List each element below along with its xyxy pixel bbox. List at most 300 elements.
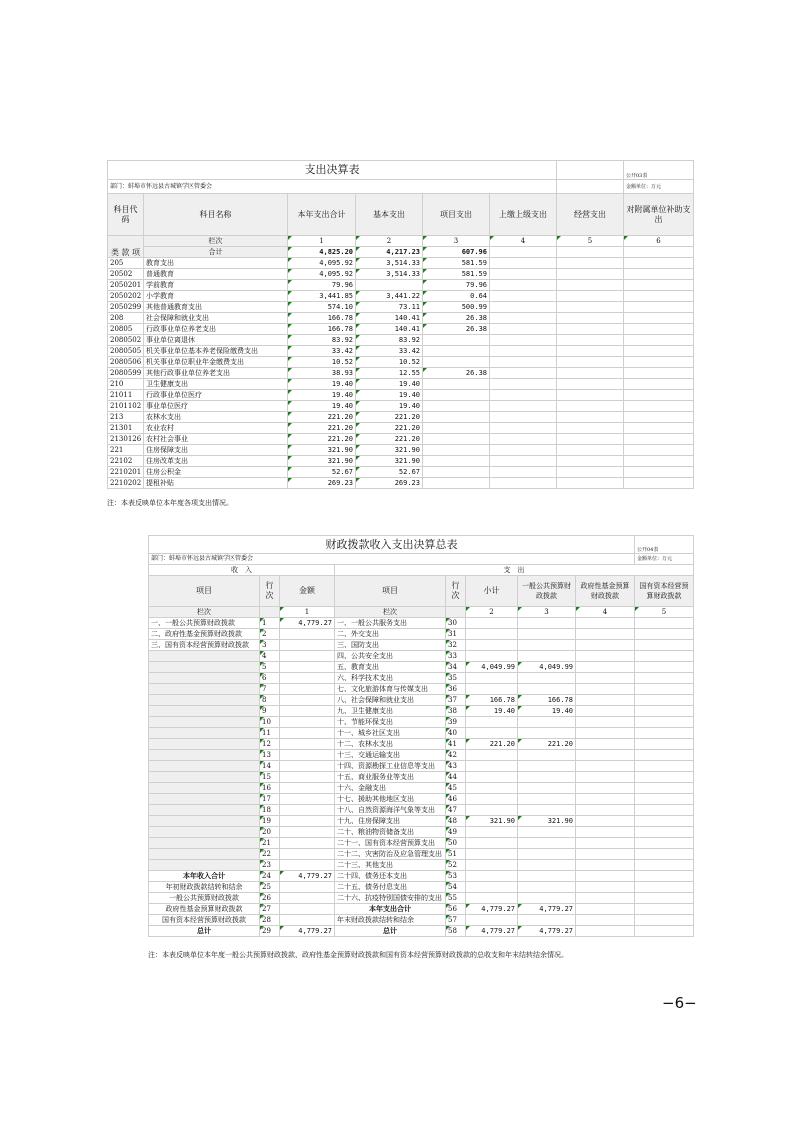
income-amount (280, 849, 335, 860)
gov-fund-cell (576, 673, 635, 684)
expense-line-no: 39 (446, 717, 466, 728)
state-capital-cell (635, 618, 694, 629)
expense-line-no: 55 (446, 893, 466, 904)
state-capital-cell (635, 761, 694, 772)
project-expenditure-cell (423, 346, 490, 357)
project-expenditure-cell (423, 390, 490, 401)
income-item: 总计 (149, 926, 260, 937)
remit-superior-cell (490, 313, 557, 324)
expense-line-no: 40 (446, 728, 466, 739)
income-item (149, 684, 260, 695)
income-section-label: 收 入 (149, 565, 335, 576)
table-row (149, 706, 694, 717)
expense-item: 十、节能环保支出 (335, 717, 446, 728)
total-expenditure-cell: 321.90 (288, 456, 356, 467)
operating-cell (557, 434, 624, 445)
subtotal-cell: 4,779.27 (466, 904, 518, 915)
subtotal-cell (466, 640, 518, 651)
total-expenditure-cell: 221.20 (288, 412, 356, 423)
total-value: 4,217.23 (356, 247, 423, 258)
subsidiary-cell (624, 401, 694, 412)
subject-code: 208 (108, 313, 144, 324)
subject-name: 事业单位医疗 (144, 401, 288, 412)
income-amount (280, 860, 335, 871)
income-line-no: 16 (260, 783, 280, 794)
table-row (108, 390, 694, 401)
income-item: 本年收入合计 (149, 871, 260, 882)
column-index: 1 (280, 607, 335, 618)
basic-expenditure-cell: 19.40 (356, 401, 423, 412)
income-item (149, 794, 260, 805)
total-expenditure-cell: 574.10 (288, 302, 356, 313)
remit-superior-cell (490, 401, 557, 412)
income-line-no: 24 (260, 871, 280, 882)
project-expenditure-cell: 581.59 (423, 269, 490, 280)
subtotal-cell (466, 915, 518, 926)
basic-expenditure-cell: 269.23 (356, 478, 423, 489)
subsidiary-cell (624, 357, 694, 368)
column-index: 4 (490, 236, 557, 247)
table-row (108, 302, 694, 313)
state-capital-cell (635, 717, 694, 728)
expense-item: 年末财政拨款结转和结余 (335, 915, 446, 926)
table-row (108, 401, 694, 412)
state-capital-cell (635, 684, 694, 695)
project-expenditure-cell (423, 401, 490, 412)
subject-code: 21011 (108, 390, 144, 401)
state-capital-cell (635, 871, 694, 882)
state-capital-cell (635, 926, 694, 937)
income-item (149, 805, 260, 816)
remit-superior-cell (490, 302, 557, 313)
subsidiary-cell (624, 390, 694, 401)
project-expenditure-cell: 0.64 (423, 291, 490, 302)
project-expenditure-cell (423, 423, 490, 434)
operating-cell (557, 445, 624, 456)
subtotal-cell (466, 827, 518, 838)
subject-name: 其他普通教育支出 (144, 302, 288, 313)
total-row (108, 247, 694, 258)
expense-item: 四、公共安全支出 (335, 651, 446, 662)
remit-superior-cell (490, 379, 557, 390)
operating-cell (557, 456, 624, 467)
subtotal-cell (466, 805, 518, 816)
income-item: 一般公共预算财政拨款 (149, 893, 260, 904)
total-expenditure-cell: 19.40 (288, 379, 356, 390)
subject-name: 学前教育 (144, 280, 288, 291)
table-row (149, 673, 694, 684)
expense-item: 五、教育支出 (335, 662, 446, 673)
header-subsidiary: 对附属单位补助支出 (624, 194, 694, 236)
table-row (149, 827, 694, 838)
table-row (108, 291, 694, 302)
table-row (149, 904, 694, 915)
table-row (149, 860, 694, 871)
subsidiary-cell (624, 467, 694, 478)
total-expenditure-cell: 269.23 (288, 478, 356, 489)
operating-cell (557, 291, 624, 302)
expense-item: 二十一、国有资本经营预算支出 (335, 838, 446, 849)
column-index: 3 (423, 236, 490, 247)
form-code: 公开04表 (635, 536, 694, 554)
expense-item: 二十四、债务还本支出 (335, 871, 446, 882)
income-amount (280, 629, 335, 640)
basic-expenditure-cell: 321.90 (356, 456, 423, 467)
operating-cell (557, 269, 624, 280)
subtotal-cell (466, 849, 518, 860)
unit-label: 金额单位：万元 (635, 554, 694, 565)
state-capital-cell (635, 750, 694, 761)
remit-superior-cell (490, 280, 557, 291)
table-row (108, 324, 694, 335)
basic-expenditure-cell: 19.40 (356, 379, 423, 390)
fiscal-appropriation-summary-table (148, 535, 694, 937)
basic-expenditure-cell: 83.92 (356, 335, 423, 346)
table-row (149, 618, 694, 629)
general-budget-cell: 4,049.99 (518, 662, 576, 673)
state-capital-cell (635, 739, 694, 750)
general-budget-cell (518, 640, 576, 651)
basic-expenditure-cell: 73.11 (356, 302, 423, 313)
subtotal-cell: 166.78 (466, 695, 518, 706)
table-row (149, 717, 694, 728)
income-item (149, 783, 260, 794)
table-row (108, 456, 694, 467)
basic-expenditure-cell: 221.20 (356, 412, 423, 423)
column-index: 2 (356, 236, 423, 247)
expense-line-no: 44 (446, 772, 466, 783)
income-line-no: 2 (260, 629, 280, 640)
income-item: 国有资本经营预算财政拨款 (149, 915, 260, 926)
gov-fund-cell (576, 684, 635, 695)
expense-item: 十二、农林水支出 (335, 739, 446, 750)
table-row (149, 662, 694, 673)
income-line-no: 21 (260, 838, 280, 849)
operating-cell (557, 258, 624, 269)
income-amount (280, 695, 335, 706)
expense-item: 一、一般公共服务支出 (335, 618, 446, 629)
income-amount (280, 893, 335, 904)
subsidiary-cell (624, 324, 694, 335)
income-line-no: 17 (260, 794, 280, 805)
expense-line-no: 53 (446, 871, 466, 882)
general-budget-cell (518, 915, 576, 926)
remit-superior-cell (490, 346, 557, 357)
remit-superior-cell (490, 390, 557, 401)
operating-cell (557, 423, 624, 434)
total-expenditure-cell: 33.42 (288, 346, 356, 357)
expense-line-no: 38 (446, 706, 466, 717)
total-expenditure-cell: 38.93 (288, 368, 356, 379)
income-amount: 4,779.27 (280, 618, 335, 629)
income-amount (280, 772, 335, 783)
general-budget-cell (518, 629, 576, 640)
operating-cell (557, 401, 624, 412)
subsidiary-cell (624, 478, 694, 489)
expense-item: 二十二、灾害防治及应急管理支出 (335, 849, 446, 860)
income-line-no: 26 (260, 893, 280, 904)
expense-line-no: 45 (446, 783, 466, 794)
subject-code: 20502 (108, 269, 144, 280)
project-expenditure-cell: 26.38 (423, 313, 490, 324)
income-amount (280, 915, 335, 926)
subject-name: 农业农村 (144, 423, 288, 434)
expense-item: 十四、资源勘探工业信息等支出 (335, 761, 446, 772)
general-budget-cell (518, 761, 576, 772)
general-budget-cell (518, 794, 576, 805)
table-row (149, 728, 694, 739)
income-item (149, 706, 260, 717)
header-general-budget: 一般公共预算财政拨款 (518, 576, 576, 607)
income-amount (280, 706, 335, 717)
income-amount (280, 794, 335, 805)
table-note: 注：本表反映单位本年度一般公共预算财政拨款、政府性基金预算财政拨款和国有资本经营预算财政拨款的总收支和年末结转结余情况。 (148, 951, 568, 959)
income-item: 二、政府性基金预算财政拨款 (149, 629, 260, 640)
header-state-capital: 国有资本经营预算财政拨款 (635, 576, 694, 607)
project-expenditure-cell: 79.96 (423, 280, 490, 291)
page-number: −6− (662, 994, 697, 1012)
project-expenditure-cell (423, 467, 490, 478)
gov-fund-cell (576, 860, 635, 871)
subject-code: 20805 (108, 324, 144, 335)
expense-line-no: 36 (446, 684, 466, 695)
expense-item: 二、外交支出 (335, 629, 446, 640)
expense-line-no: 41 (446, 739, 466, 750)
income-amount: 4,779.27 (280, 926, 335, 937)
remit-superior-cell (490, 368, 557, 379)
basic-expenditure-cell: 12.55 (356, 368, 423, 379)
remit-superior-cell (490, 456, 557, 467)
gov-fund-cell (576, 838, 635, 849)
expense-line-no: 54 (446, 882, 466, 893)
income-line-no: 10 (260, 717, 280, 728)
expense-line-no: 50 (446, 838, 466, 849)
project-expenditure-cell (423, 478, 490, 489)
gov-fund-cell (576, 750, 635, 761)
gov-fund-cell (576, 717, 635, 728)
header-gov-fund: 政府性基金预算财政拨款 (576, 576, 635, 607)
subtotal-cell (466, 860, 518, 871)
operating-cell (557, 412, 624, 423)
table-row (149, 893, 694, 904)
gov-fund-cell (576, 827, 635, 838)
remit-superior-cell (490, 335, 557, 346)
general-budget-cell (518, 673, 576, 684)
operating-cell (557, 368, 624, 379)
income-amount (280, 717, 335, 728)
gov-fund-cell (576, 772, 635, 783)
state-capital-cell (635, 827, 694, 838)
column-index: 4 (576, 607, 635, 618)
gov-fund-cell (576, 805, 635, 816)
general-budget-cell (518, 772, 576, 783)
total-value: 4,825.20 (288, 247, 356, 258)
project-expenditure-cell (423, 335, 490, 346)
subsidiary-cell (624, 258, 694, 269)
expense-line-no: 34 (446, 662, 466, 673)
basic-expenditure-cell: 3,514.33 (356, 258, 423, 269)
project-expenditure-cell (423, 379, 490, 390)
subject-code: 210 (108, 379, 144, 390)
income-item (149, 717, 260, 728)
expense-line-no: 30 (446, 618, 466, 629)
operating-cell (557, 346, 624, 357)
header-remit-superior: 上缴上级支出 (490, 194, 557, 236)
general-budget-cell (518, 618, 576, 629)
column-index-label: 栏次 (144, 236, 288, 247)
expense-item: 本年支出合计 (335, 904, 446, 915)
subsidiary-cell (624, 302, 694, 313)
subject-code: 2210201 (108, 467, 144, 478)
header-basic: 基本支出 (356, 194, 423, 236)
basic-expenditure-cell: 221.20 (356, 423, 423, 434)
remit-superior-cell (490, 412, 557, 423)
project-expenditure-cell (423, 456, 490, 467)
state-capital-cell (635, 640, 694, 651)
income-item: 三、国有资本经营预算财政拨款 (149, 640, 260, 651)
general-budget-cell (518, 827, 576, 838)
subject-code: 2050202 (108, 291, 144, 302)
expense-item: 九、卫生健康支出 (335, 706, 446, 717)
basic-expenditure-cell: 10.52 (356, 357, 423, 368)
project-expenditure-cell: 581.59 (423, 258, 490, 269)
income-amount (280, 651, 335, 662)
subsidiary-cell (624, 412, 694, 423)
total-expenditure-cell: 83.92 (288, 335, 356, 346)
subject-code: 2080502 (108, 335, 144, 346)
gov-fund-cell (576, 871, 635, 882)
table-row (108, 269, 694, 280)
operating-cell (557, 335, 624, 346)
class-item-label: 类 款 项 (108, 236, 144, 258)
subsidiary-cell (624, 456, 694, 467)
subsidiary-cell (624, 291, 694, 302)
remit-superior-cell (490, 445, 557, 456)
subtotal-cell (466, 717, 518, 728)
income-amount (280, 904, 335, 915)
income-amount (280, 750, 335, 761)
income-line-no: 28 (260, 915, 280, 926)
table-row (149, 684, 694, 695)
general-budget-cell: 19.40 (518, 706, 576, 717)
table-row (108, 258, 694, 269)
operating-cell (557, 467, 624, 478)
header-operating: 经营支出 (557, 194, 624, 236)
gov-fund-cell (576, 695, 635, 706)
state-capital-cell (635, 706, 694, 717)
table-title: 支出决算表 (108, 161, 557, 180)
table-row (108, 434, 694, 445)
general-budget-cell (518, 805, 576, 816)
table-row (108, 412, 694, 423)
subject-name: 卫生健康支出 (144, 379, 288, 390)
column-index: 5 (635, 607, 694, 618)
expense-line-no: 37 (446, 695, 466, 706)
state-capital-cell (635, 695, 694, 706)
state-capital-cell (635, 651, 694, 662)
table-row (108, 423, 694, 434)
subject-code: 2130126 (108, 434, 144, 445)
project-expenditure-cell: 26.38 (423, 324, 490, 335)
subject-name: 住房公积金 (144, 467, 288, 478)
general-budget-cell (518, 838, 576, 849)
expense-item: 二十六、抗疫特别国债安排的支出 (335, 893, 446, 904)
income-item (149, 673, 260, 684)
subject-name: 社会保障和就业支出 (144, 313, 288, 324)
subject-code: 2050201 (108, 280, 144, 291)
income-amount (280, 816, 335, 827)
subject-code: 21301 (108, 423, 144, 434)
state-capital-cell (635, 849, 694, 860)
subject-code: 2080506 (108, 357, 144, 368)
table-row (149, 794, 694, 805)
subsidiary-cell (624, 269, 694, 280)
expense-item: 十六、金融支出 (335, 783, 446, 794)
income-line-no: 15 (260, 772, 280, 783)
income-amount (280, 838, 335, 849)
subject-name: 行政事业单位医疗 (144, 390, 288, 401)
header-row (108, 194, 694, 236)
operating-cell (557, 390, 624, 401)
total-expenditure-cell: 166.78 (288, 313, 356, 324)
column-index: 2 (466, 607, 518, 618)
state-capital-cell (635, 783, 694, 794)
table-title: 财政拨款收入支出决算总表 (149, 536, 635, 554)
gov-fund-cell (576, 706, 635, 717)
subsidiary-cell (624, 313, 694, 324)
subtotal-cell (466, 882, 518, 893)
income-line-no: 14 (260, 761, 280, 772)
expense-item: 三、国防支出 (335, 640, 446, 651)
income-amount (280, 684, 335, 695)
gov-fund-cell (576, 618, 635, 629)
income-item: 年初财政拨款结转和结余 (149, 882, 260, 893)
income-line-no: 29 (260, 926, 280, 937)
basic-expenditure-cell: 3,514.33 (356, 269, 423, 280)
column-index: 6 (624, 236, 694, 247)
column-index-row (149, 607, 694, 618)
expense-line-no: 42 (446, 750, 466, 761)
basic-expenditure-cell: 140.41 (356, 313, 423, 324)
total-expenditure-cell: 221.20 (288, 434, 356, 445)
total-expenditure-cell: 321.90 (288, 445, 356, 456)
state-capital-cell (635, 673, 694, 684)
expense-item: 二十五、债务付息支出 (335, 882, 446, 893)
basic-expenditure-cell: 19.40 (356, 390, 423, 401)
subject-name: 小学教育 (144, 291, 288, 302)
state-capital-cell (635, 838, 694, 849)
table-row (149, 882, 694, 893)
subject-code: 2210202 (108, 478, 144, 489)
total-expenditure-cell: 4,095.92 (288, 269, 356, 280)
subject-code: 213 (108, 412, 144, 423)
total-label: 合计 (144, 247, 288, 258)
remit-superior-cell (490, 467, 557, 478)
total-expenditure-cell: 52.67 (288, 467, 356, 478)
expense-line-no: 51 (446, 849, 466, 860)
subject-code: 221 (108, 445, 144, 456)
subtotal-cell (466, 893, 518, 904)
subtotal-cell: 4,779.27 (466, 926, 518, 937)
expense-line-no: 35 (446, 673, 466, 684)
general-budget-cell (518, 783, 576, 794)
income-item: 政府性基金预算财政拨款 (149, 904, 260, 915)
expense-line-no: 49 (446, 827, 466, 838)
subtotal-cell (466, 750, 518, 761)
income-item (149, 728, 260, 739)
expense-item: 十八、自然资源海洋气象等支出 (335, 805, 446, 816)
table-row (108, 346, 694, 357)
